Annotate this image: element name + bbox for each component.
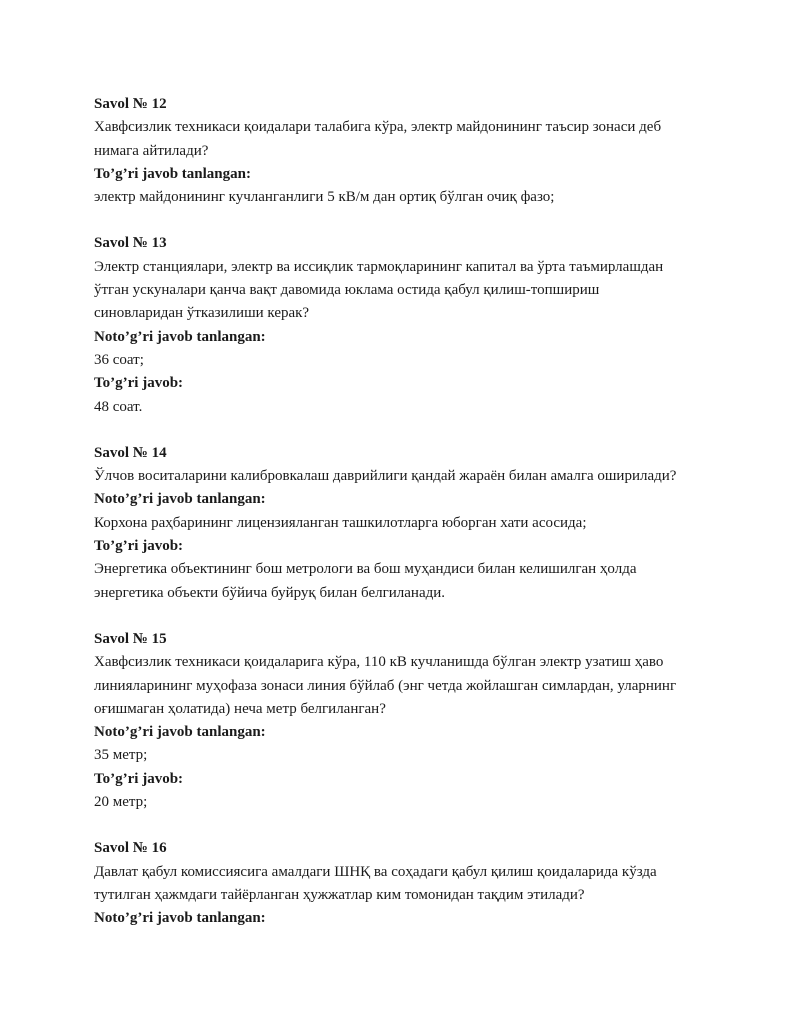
question-title: Savol № 12 — [94, 96, 167, 112]
question-text-line: Хавфсизлик техникаси қоидалари талабига кўра, электр майдонининг таъсир зонаси деб — [94, 119, 662, 136]
correct-answer-label: To’g’ri javob tanlangan: — [94, 165, 251, 182]
question-text-line: Хавфсизлик техникаси қоидаларига кўра, 110 кВ кучланишда бўлган электр узатиш ҳаво — [94, 654, 664, 671]
correct-answer-line: 48 соат. — [94, 398, 143, 415]
correct-answer-label: To’g’ri javob: — [94, 538, 184, 555]
question-text-line: Ўлчов воситаларини калибровкалаш даврийлиги қандай жараён билан амалга оширилади? — [94, 468, 677, 485]
question-title: Savol № 14 — [94, 444, 167, 461]
question-text-line: ўтган ускуналари қанча вақт давомида юклама остида қабул қилиш-топшириш — [94, 282, 600, 299]
correct-answer-line: Энергетика объектининг бош метрологи ва бош муҳандиси билан келишилган ҳолда — [94, 561, 637, 578]
question-text-line: Давлат қабул комиссиясига амалдаги ШНҚ ва соҳадаги қабул қилиш қоидаларида кўзда — [94, 863, 657, 880]
question-15 — [94, 628, 720, 814]
correct-answer-line: энергетика объекти бўйича буйруқ билан белгиланади. — [94, 584, 446, 601]
question-text-line: тутилган ҳажмдаги тайёрланган ҳужжатлар ким томонидан тақдим этилади? — [94, 886, 585, 903]
wrong-answer-line: Корхона раҳбарининг лицензияланган ташкилотларга юборган хати асосида; — [94, 514, 587, 531]
wrong-answer-label: Noto’g’ri javob tanlangan: — [94, 724, 266, 741]
wrong-answer-line: 35 метр; — [94, 747, 148, 764]
question-14 — [94, 442, 720, 605]
question-text-line: линияларининг муҳофаза зонаси линия бўйлаб (энг четда жойлашган симлардан, уларнинг — [94, 677, 677, 694]
wrong-answer-line: 36 соат; — [94, 351, 144, 368]
question-title: Savol № 16 — [94, 840, 167, 857]
correct-answer-line: 20 метр; — [94, 794, 148, 811]
question-title: Savol № 15 — [94, 630, 167, 647]
question-title: Savol № 13 — [94, 235, 167, 252]
question-text-line: Электр станциялари, электр ва иссиқлик тармоқларининг капитал ва ўрта таъмирлашдан — [94, 258, 664, 275]
question-text-line: нимага айтилади? — [94, 142, 209, 159]
question-12 — [94, 93, 720, 209]
question-13 — [94, 232, 720, 418]
question-text-line: синовларидан ўтказилиши керак? — [94, 305, 310, 322]
correct-answer-label: To’g’ri javob: — [94, 375, 184, 392]
question-text-line: оғишмаган ҳолатида) неча метр белгиланган? — [94, 700, 386, 717]
question-16 — [94, 837, 720, 930]
wrong-answer-label: Noto’g’ri javob tanlangan: — [94, 491, 266, 508]
correct-answer-label: To’g’ri javob: — [94, 770, 184, 787]
wrong-answer-label: Noto’g’ri javob tanlangan: — [94, 328, 266, 345]
wrong-answer-label: Noto’g’ri javob tanlangan: — [94, 910, 266, 927]
correct-answer-line: электр майдонининг кучланганлиги 5 кВ/м дан ортиқ бўлган очиқ фазо; — [94, 189, 555, 206]
